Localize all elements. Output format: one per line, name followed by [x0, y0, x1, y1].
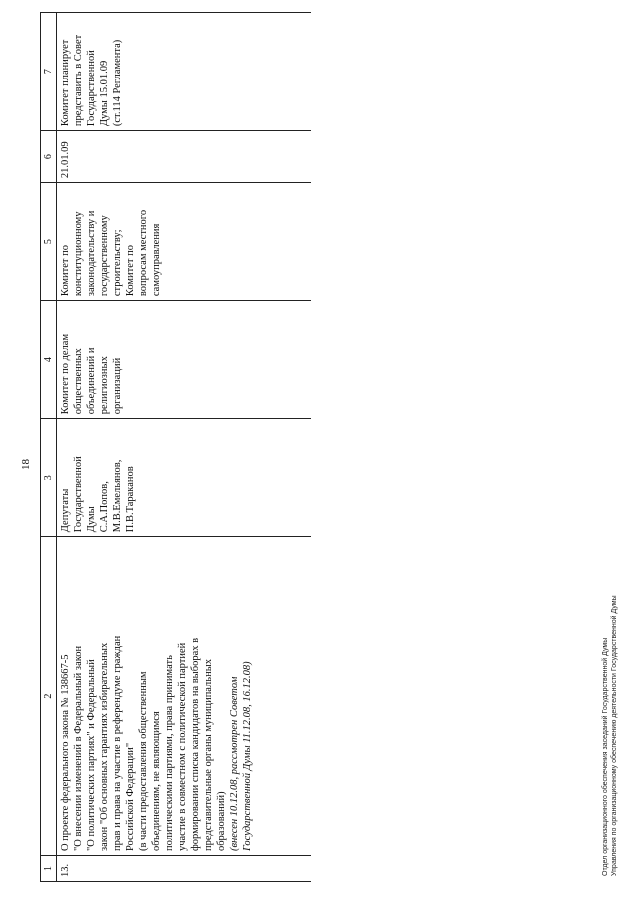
bill-title-line: "О политических партиях" и Федеральный [86, 659, 97, 852]
co-committee-line: законодательству и [86, 210, 97, 297]
co-committee-line: вопросам местного [138, 209, 149, 297]
bill-title-line: О проекте федерального закона № 138667-5 [60, 654, 71, 852]
committee-cell [57, 301, 312, 419]
co-committee-line: строительству; [112, 229, 123, 297]
col-header-3: 3 [41, 419, 57, 537]
col-header-6: 6 [41, 131, 57, 183]
co-committee-line: самоуправления [151, 223, 162, 297]
col-header-2: 2 [41, 537, 57, 856]
footer-line: Отдел организационного обеспечения заседаний Государственной Думы [602, 637, 609, 876]
table-row [57, 13, 312, 882]
date-cell: 21.01.09 [57, 131, 312, 183]
bill-note-line: Государственной Думы 11.12.08, 16.12.08) [242, 661, 253, 852]
column-number-row [41, 13, 57, 882]
co-committee-line: Комитет по [60, 244, 71, 297]
author-line: С.А.Попов, [99, 481, 110, 533]
col-header-5: 5 [41, 183, 57, 301]
plan-line: представить в Совет [73, 34, 84, 127]
bill-title-line: Российской Федерации" [125, 742, 136, 852]
committee-line: общественных [73, 348, 84, 415]
col-header-4: 4 [41, 301, 57, 419]
co-committee-line: государственному [99, 215, 110, 297]
bill-title-cell [57, 537, 312, 856]
co-committee-line: конституционному [73, 211, 84, 297]
plan-line: (ст.114 Регламента) [112, 39, 123, 127]
row-number: 13. [57, 856, 312, 882]
bill-title-line: закон "Об основных гарантиях избирательных [99, 642, 110, 852]
page-footer [601, 595, 619, 876]
bill-title-line: политическими партиями, права принимать [164, 655, 175, 852]
author-line: П.В.Тараканов [125, 466, 136, 533]
bill-title-line: представительные органы муниципальных [203, 658, 214, 852]
bill-title-line: (в части предоставления общественным [138, 671, 149, 852]
bill-title-line: формировании списка кандидатов на выборах в [190, 637, 201, 852]
bill-title-line: "О внесении изменений в Федеральный закон [73, 645, 84, 852]
committee-line: религиозных [99, 356, 110, 415]
plan-line: Государственной [86, 50, 97, 127]
committee-line: объединений и [86, 347, 97, 415]
bills-table [40, 12, 311, 882]
authors-cell [57, 419, 312, 537]
author-line: М.В.Емельянов, [112, 459, 123, 533]
plan-line: Комитет планирует [60, 39, 71, 127]
co-committee-line: Комитет по [125, 244, 136, 297]
bill-title-line: прав и права на участие в референдуме граждан [112, 635, 123, 852]
committee-line: Комитет по делам [60, 333, 71, 415]
bill-note-line: (внесен 10.12.08, рассмотрен Советом [229, 676, 240, 852]
bill-title-line: участие в совместном с политической партией [177, 642, 188, 852]
author-line: Государственной [73, 456, 84, 533]
col-header-1: 1 [41, 856, 57, 882]
plan-cell [57, 13, 312, 131]
author-line: Депутаты [60, 488, 71, 533]
committee-line: организаций [112, 357, 123, 415]
col-header-7: 7 [41, 13, 57, 131]
plan-line: Думы 15.01.09 [99, 60, 110, 127]
bill-title-line: объединениям, не являющимся [151, 711, 162, 852]
co-committees-cell [57, 183, 312, 301]
footer-line: Управления по организационному обеспечению деятельности Государственной Думы [611, 595, 618, 876]
author-line: Думы [86, 506, 97, 533]
page-number: 18 [20, 459, 32, 470]
bill-title-line: образований) [216, 791, 227, 852]
